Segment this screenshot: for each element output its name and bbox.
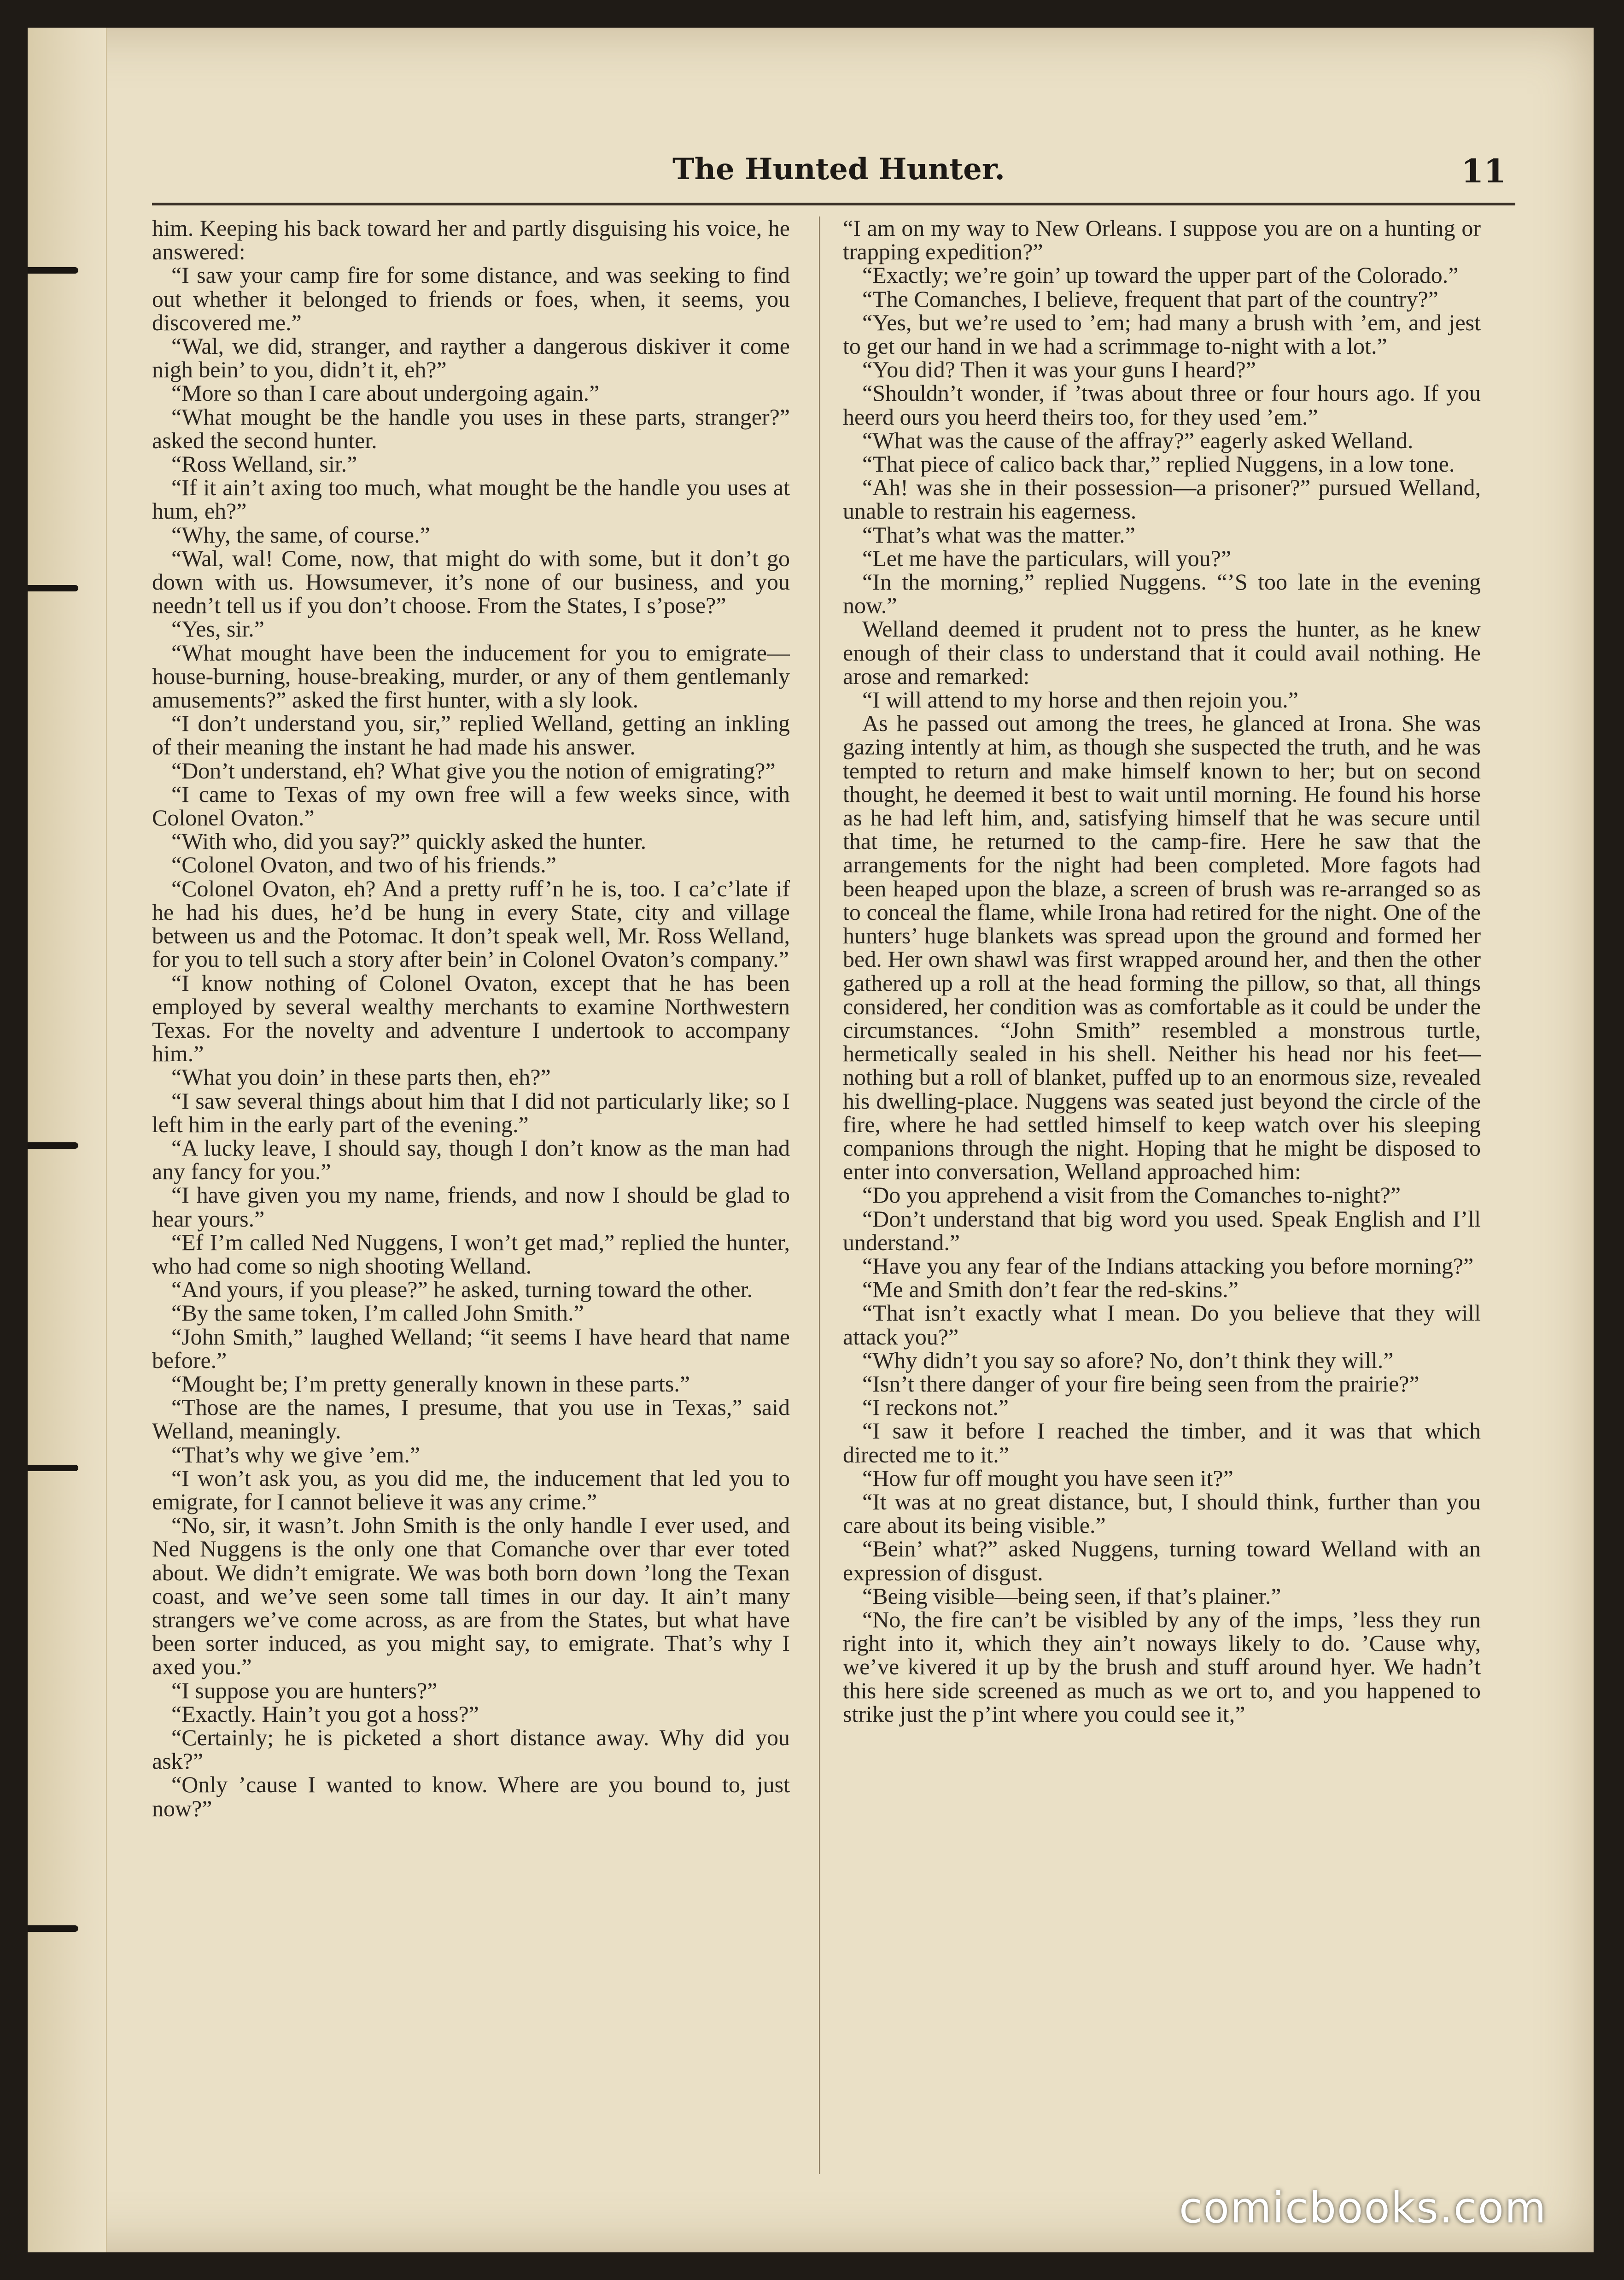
paragraph: “Those are the names, I presume, that you use in Texas,” said Welland, meaningly.	[152, 1394, 790, 1444]
paragraph: “That’s what was the matter.”	[862, 521, 1135, 548]
paragraph: “It was at no great distance, but, I should think, further than you care about its being visible.”	[843, 1488, 1481, 1538]
paragraph: “In the morning,” replied Nuggens. “’S too late in the evening now.”	[843, 569, 1481, 619]
paragraph: “I will attend to my horse and then rejoin you.”	[862, 687, 1298, 713]
paragraph: “I have given you my name, friends, and now I should be glad to hear yours.”	[152, 1182, 790, 1232]
paragraph: “Don’t understand, eh? What give you the notion of emigrating?”	[171, 757, 776, 783]
paragraph: “What mought be the handle you uses in these parts, stranger?” asked the second hunter.	[152, 403, 790, 453]
running-header	[152, 147, 1515, 205]
paragraph: “I came to Texas of my own free will a few weeks since, with Colonel Ovaton.”	[152, 781, 790, 831]
paragraph: As he passed out among the trees, he glanced at Irona. She was gazing intently at him, as though she suspected the truth, and he was tempted to return and make himself known to her; but on second thought, he deemed it best to wait until morning. He found his horse as he had left him, and, satisfying himself that he was secure until that time, he returned to the camp-fire. Here he saw that the arrangements for the night had been completed. More fagots had been heaped upon the blaze, a screen of brush was re-arranged so as to conceal the flame, while Irona had retired for the night. One of the hunters’ huge blankets was spread upon the ground and formed her bed. Her own shawl was first wrapped around her, and then the other gathered up a roll at the head forming the pillow, so that, all things considered, her condition was as comfortable as it could be under the circumstances. “John Smith” resembled a monstrous turtle, hermetically sealed in his shell. Neither his head nor his feet—nothing but a roll of blanket, puffed up to an enormous size, revealed his dwelling-place. Nuggens was seated just beyond the circle of the fire, where he had settled himself to keep watch over his sleeping companions through the night. Hoping that he might be disposed to enter into conversation, Welland approached him:	[843, 710, 1481, 1185]
paragraph: “What you doin’ in these parts then, eh?”	[171, 1064, 551, 1090]
paragraph: “Exactly; we’re goin’ up toward the upper part of the Colorado.”	[862, 262, 1459, 288]
paragraph: “I won’t ask you, as you did me, the inducement that led you to emigrate, for I cannot believe it was any crime.”	[152, 1465, 790, 1514]
paragraph: “No, the fire can’t be visibled by any of the imps, ’less they run right into it, which they ain’t noways likely to do. ’Cause why, we’ve kivered it up by the brush and stuff around hyer. We hadn’t this here side screened as much as we ort to, and you happened to strike just the p’int where you could see it,”	[843, 1606, 1481, 1727]
binding-stitch	[28, 1465, 78, 1471]
paragraph: “Why, the same, of course.”	[171, 521, 430, 548]
paragraph: him. Keeping his back toward her and partly disguising his voice, he answered:	[152, 216, 790, 265]
paragraph: “Exactly. Hain’t you got a hoss?”	[171, 1701, 479, 1727]
paragraph: “That piece of calico back thar,” replied Nuggens, in a low tone.	[862, 451, 1455, 477]
right-text-column	[843, 216, 1481, 2174]
paragraph: “Let me have the particulars, will you?”	[862, 545, 1232, 571]
binding-stitch	[28, 585, 78, 591]
paragraph: “Ross Welland, sir.”	[171, 451, 357, 477]
paragraph: “Ah! was she in their possession—a prisoner?” pursued Welland, unable to restrain his eagerness.	[843, 474, 1481, 524]
column-divider	[819, 216, 820, 2174]
paragraph: “A lucky leave, I should say, though I don’t know as the man had any fancy for you.”	[152, 1134, 790, 1185]
paragraph: “Being visible—being seen, if that’s plainer.”	[862, 1583, 1281, 1609]
paragraph: “What mought have been the inducement for you to emigrate—house-burning, house-breaking, murder, or any of them gentlemanly amusements?” asked the first hunter, with a sly look.	[152, 639, 790, 713]
paragraph: “And yours, if you please?” he asked, turning toward the other.	[171, 1276, 753, 1303]
paragraph: “What was the cause of the affray?” eagerly asked Welland.	[862, 427, 1414, 453]
paragraph: “With who, did you say?” quickly asked the hunter.	[171, 828, 647, 854]
paragraph: Welland deemed it prudent not to press the hunter, as he knew enough of their class to understand that it could avail nothing. He arose and remarked:	[843, 616, 1481, 689]
paragraph: “Do you apprehend a visit from the Comanches to-night?”	[862, 1182, 1401, 1208]
paragraph: “Why didn’t you say so afore? No, don’t think they will.”	[862, 1347, 1394, 1373]
left-text-column	[152, 216, 790, 2174]
paragraph: “I saw your camp fire for some distance, and was seeking to find out whether it belonged to friends or foes, when, it seems, you discovered me.”	[152, 262, 790, 335]
paragraph: “You did? Then it was your guns I heard?”	[862, 357, 1256, 383]
paragraph: “Have you any fear of the Indians attacking you before morning?”	[862, 1252, 1474, 1279]
paragraph: “Don’t understand that big word you used. Speak English and I’ll understand.”	[843, 1205, 1481, 1255]
paragraph: “Mought be; I’m pretty generally known in these parts.”	[171, 1370, 690, 1397]
paragraph: “By the same token, I’m called John Smith.”	[171, 1300, 584, 1326]
paragraph: “Ef I’m called Ned Nuggens, I won’t get mad,” replied the hunter, who had come so nigh shooting Welland.	[152, 1229, 790, 1279]
paragraph: “Bein’ what?” asked Nuggens, turning toward Welland with an expression of disgust.	[843, 1536, 1481, 1585]
paragraph: “If it ain’t axing too much, what mought be the handle you uses at hum, eh?”	[152, 474, 790, 524]
paragraph: “I saw it before I reached the timber, and it was that which directed me to it.”	[843, 1418, 1481, 1467]
paragraph: “Me and Smith don’t fear the red-skins.”	[862, 1276, 1238, 1303]
paragraph: “I reckons not.”	[862, 1394, 1009, 1421]
paragraph: “Isn’t there danger of your fire being seen from the prairie?”	[862, 1370, 1420, 1397]
paragraph: “I don’t understand you, sir,” replied Welland, getting an inkling of their meaning the instant he had made his answer.	[152, 710, 790, 760]
binding-stitch	[28, 267, 78, 274]
paragraph: “No, sir, it wasn’t. John Smith is the only handle I ever used, and Ned Nuggens is the only one that Comanche over thar ever toted about. We didn’t emigrate. We was both born down ’long the Texan coast, and we’ve seen some tall times in our day. It ain’t many strangers we’ve come across, as are from the States, but what have been sorter induced, as you might say, to emigrate. That’s why I axed you.”	[152, 1512, 790, 1680]
paragraph: “I am on my way to New Orleans. I suppose you are on a hunting or trapping expedition?”	[843, 216, 1481, 265]
running-title: The Hunted Hunter.	[672, 152, 1005, 187]
paragraph: “Colonel Ovaton, eh? And a pretty ruff’n he is, too. I ca’c’late if he had his dues, he’d be hung in every State, city and village between us and the Potomac. It don’t speak well, Mr. Ross Welland, for you to tell such a story after bein’ in Colonel Ovaton’s company.”	[152, 875, 790, 972]
paragraph: “Wal, wal! Come, now, that might do with some, but it don’t go down with us. Howsumever, it’s none of our business, and you needn’t tell us if you don’t choose. From the States, I s’pose?”	[152, 545, 790, 619]
paragraph: “Only ’cause I wanted to know. Where are you bound to, just now?”	[152, 1771, 790, 1821]
paragraph: “That isn’t exactly what I mean. Do you believe that they will attack you?”	[843, 1300, 1481, 1350]
watermark-text: comicbooks.com	[1179, 2183, 1547, 2233]
paragraph: “Yes, sir.”	[171, 616, 264, 642]
paragraph: “That’s why we give ’em.”	[171, 1441, 421, 1467]
binding-stitch	[28, 1925, 78, 1932]
paragraph: “The Comanches, I believe, frequent that part of the country?”	[862, 286, 1438, 312]
paragraph: “Yes, but we’re used to ’em; had many a brush with ’em, and jest to get our hand in we had a scrimmage to-night with a lot.”	[843, 309, 1481, 359]
paragraph: “More so than I care about undergoing again.”	[171, 380, 600, 406]
paragraph: “Colonel Ovaton, and two of his friends.”	[171, 852, 556, 878]
page-number: 11	[1461, 152, 1506, 190]
paragraph: “I know nothing of Colonel Ovaton, except that he has been employed by several wealthy merchants to examine Northwestern Texas. For the novelty and adventure I undertook to accompany him.”	[152, 970, 790, 1067]
paragraph: “John Smith,” laughed Welland; “it seems I have heard that name before.”	[152, 1323, 790, 1373]
paragraph: “Certainly; he is picketed a short distance away. Why did you ask?”	[152, 1725, 790, 1774]
paragraph: “How fur off mought you have seen it?”	[862, 1465, 1233, 1491]
paragraph: “I suppose you are hunters?”	[171, 1677, 438, 1703]
paragraph: “I saw several things about him that I did not particularly like; so I left him in the early part of the evening.”	[152, 1087, 790, 1137]
paragraph: “Wal, we did, stranger, and rayther a dangerous diskiver it come nigh bein’ to you, didn’t it, eh?”	[152, 333, 790, 383]
binding-stitch	[28, 1142, 78, 1149]
binding-gutter	[28, 28, 107, 2252]
paragraph: “Shouldn’t wonder, if ’twas about three or four hours ago. If you heerd ours you heerd theirs too, for they used ’em.”	[843, 380, 1481, 430]
